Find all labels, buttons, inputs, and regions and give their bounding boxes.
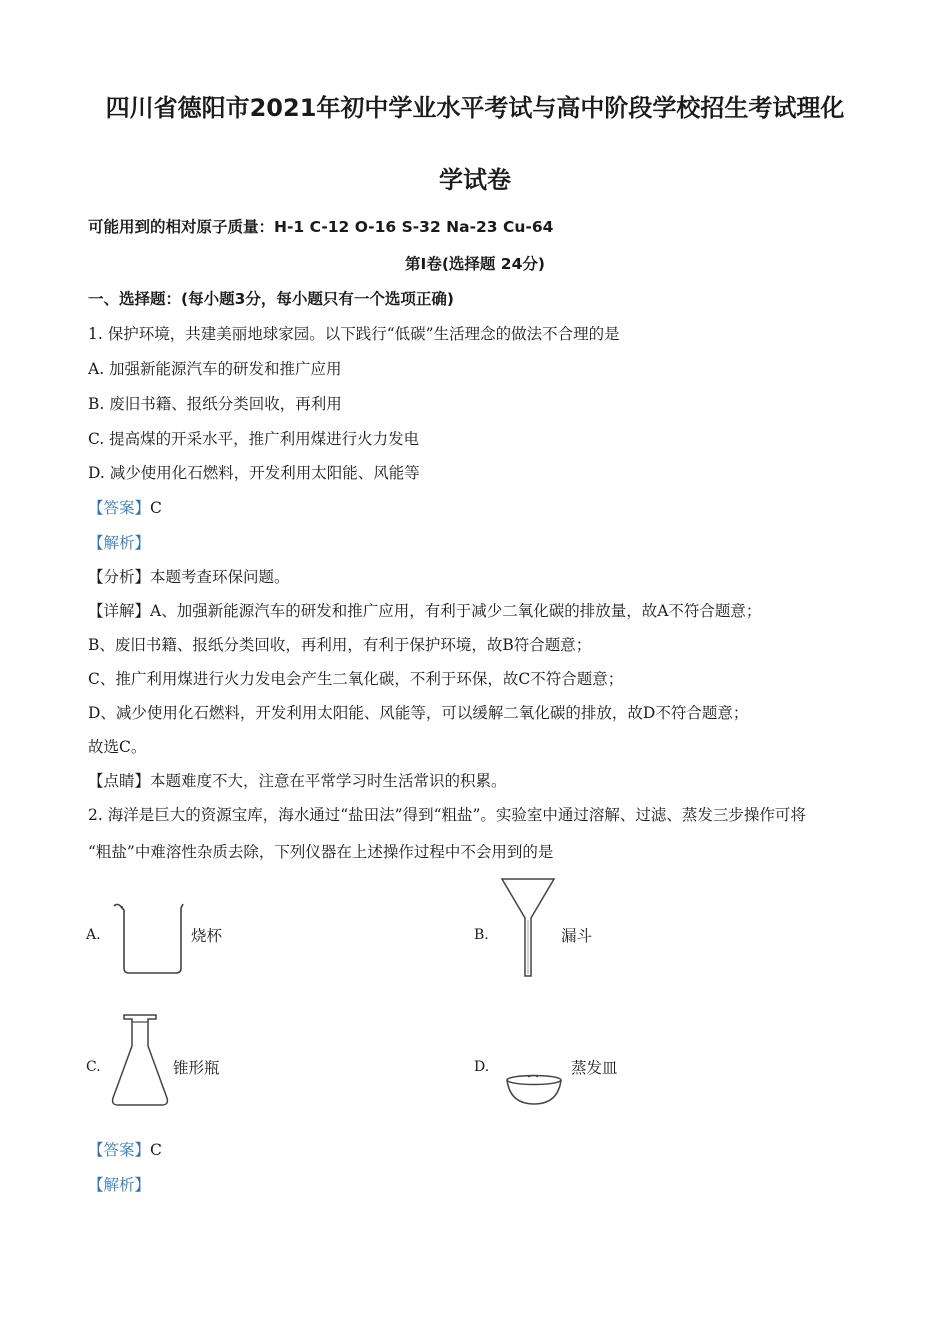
- question-2-option-d-name: 蒸发皿: [571, 1059, 618, 1077]
- question-1-detail-c: C、推广利用煤进行火力发电会产生二氧化碳，不利于环保，故C不符合题意；: [88, 670, 624, 688]
- part-one-heading: 一、选择题：(每小题3分，每小题只有一个选项正确): [88, 290, 454, 308]
- question-1-option-b: B. 废旧书籍、报纸分类回收，再利用: [88, 395, 342, 413]
- question-1-detail-b: B、废旧书籍、报纸分类回收，再利用，有利于保护环境，故B符合题意；: [88, 636, 592, 654]
- question-1-fenxi: 【分析】本题考查环保问题。: [88, 568, 290, 586]
- evaporating-dish-icon: [504, 1074, 564, 1108]
- question-1-stem: 1. 保护环境，共建美丽地球家园。以下践行“低碳”生活理念的做法不合理的是: [88, 325, 620, 343]
- question-1-answer: [88, 497, 162, 519]
- question-1-option-c: C. 提高煤的开采水平，推广利用煤进行火力发电: [88, 430, 420, 448]
- question-1-dianjing: 【点睛】本题难度不大，注意在平常学习时生活常识的积累。: [88, 772, 507, 790]
- question-1-detail-d: D、减少使用化石燃料，开发利用太阳能、风能等，可以缓解二氧化碳的排放，故D不符合题意；: [88, 704, 749, 722]
- funnel-icon: [500, 876, 556, 980]
- beaker-icon: [112, 900, 184, 976]
- question-2-answer: [88, 1139, 162, 1161]
- question-2-stem-line-2: “粗盐”中难溶性杂质去除，下列仪器在上述操作过程中不会用到的是: [88, 843, 554, 861]
- answer-tag: 【答案】: [88, 499, 151, 517]
- exam-title-line-2: 学试卷: [439, 166, 511, 194]
- question-2-option-c-letter: C.: [86, 1059, 101, 1075]
- question-2-option-b-name: 漏斗: [561, 927, 593, 945]
- question-2-stem-line-1: 2. 海洋是巨大的资源宝库，海水通过“盐田法”得到“粗盐”。实验室中通过溶解、过滤、蒸发三步操作可将: [88, 806, 806, 824]
- answer-tag: 【答案】: [88, 1141, 151, 1159]
- question-1-analysis-tag: 【解析】: [88, 534, 151, 552]
- question-2-option-a-name: 烧杯: [191, 927, 223, 945]
- question-1-xiangjie: 【详解】A、加强新能源汽车的研发和推广应用，有利于减少二氧化碳的排放量，故A不符合题意；: [88, 602, 762, 620]
- question-1-conclusion: 故选C。: [88, 738, 147, 756]
- atomic-masses: 可能用到的相对原子质量：H-1 C-12 O-16 S-32 Na-23 Cu-64: [88, 218, 554, 236]
- question-2-option-a-letter: A.: [86, 927, 101, 943]
- question-2-analysis-tag: 【解析】: [88, 1176, 151, 1194]
- answer-value: C: [150, 1141, 162, 1159]
- question-2-option-c-name: 锥形瓶: [173, 1059, 220, 1077]
- question-1-option-d: D. 减少使用化石燃料，开发利用太阳能、风能等: [88, 464, 420, 482]
- question-1-option-a: A. 加强新能源汽车的研发和推广应用: [88, 360, 342, 378]
- section-header: 第Ⅰ卷(选择题 24分): [405, 255, 545, 273]
- erlenmeyer-flask-icon: [110, 1012, 170, 1108]
- question-2-option-d-letter: D.: [474, 1059, 490, 1075]
- exam-title-line-1: 四川省德阳市2021年初中学业水平考试与高中阶段学校招生考试理化: [105, 94, 845, 122]
- answer-value: C: [150, 499, 162, 517]
- question-2-option-b-letter: B.: [474, 927, 489, 943]
